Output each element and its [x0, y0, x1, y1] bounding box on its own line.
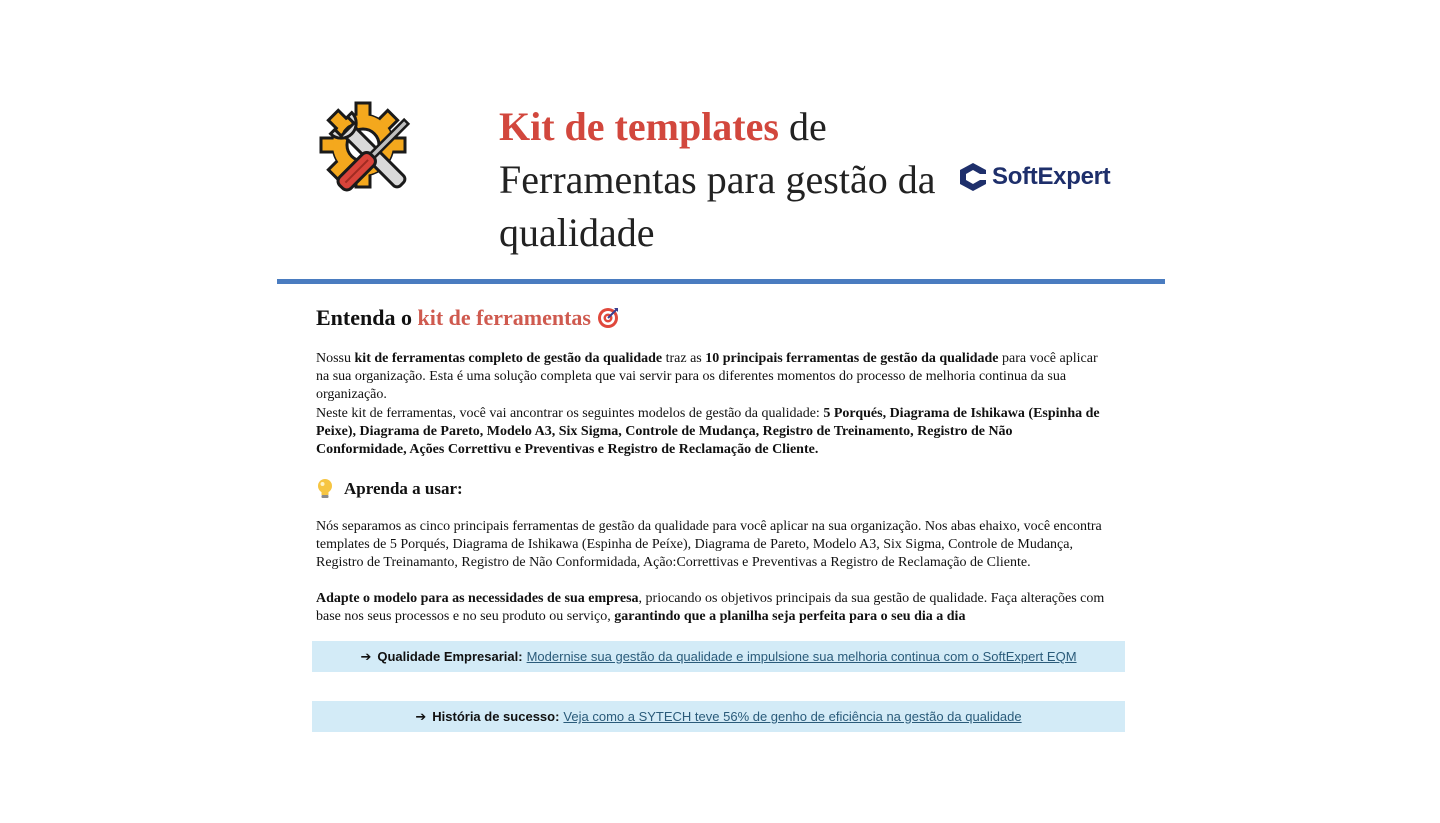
text: Neste kit de ferramentas, você vai ancontrar os seguintes modelos de gestão da qualidade: — [316, 406, 824, 421]
bold-text: Adapte o modelo para as necessidades de sua empresa — [316, 591, 639, 606]
page-title — [499, 100, 939, 259]
title-rest: de Ferramentas para gestão da qualidade — [499, 104, 936, 255]
wrench-screwdriver-gear-icon — [318, 100, 428, 210]
brand-logo — [958, 162, 1110, 192]
arrow-right-icon: ➔ — [360, 648, 372, 664]
adapt-paragraph — [316, 590, 1106, 626]
banner-quality — [312, 641, 1125, 672]
banner-label: História de sucesso: — [432, 709, 560, 724]
target-icon — [597, 307, 619, 329]
softexpert-logo-icon — [958, 162, 988, 192]
bold-text: garantindo que a planilha seja perfeita para o seu dia a dia — [614, 609, 966, 624]
lightbulb-icon — [316, 478, 334, 500]
text: Nossu — [316, 351, 355, 366]
banner-link-sytech[interactable]: Veja como a SYTECH teve 56% de genho de eficiência na gestão da qualidade — [563, 709, 1022, 724]
models-paragraph — [316, 405, 1106, 459]
banner-label: Qualidade Empresarial: — [377, 649, 523, 664]
header — [0, 0, 1440, 285]
banner-success-story — [312, 701, 1125, 732]
text: traz as — [662, 351, 706, 366]
tools-paragraph: Nós separamos as cinco principais ferramentas de gestão da qualidade para você aplicar na sua organização. Nos abas ehaixo, você encontra templates de 5 Porqués, Diagrama de Ishikawa (Espinha de Peíxe), Diagrama de Pareto, Modelo A3, Six Sigma, Controle de Mudança, Registro de Treinamanto, Registro de Não Conformidada, Ação:Correttivas e Preventivas a Registro de Reclamação de Cliente. — [316, 519, 1102, 570]
section-title-accent: kit de ferramentas — [417, 305, 591, 330]
text: , priocando os objetivos principais da sua gestão de qualidade. Faça alterações com base nos seus processos e no seu produto ou serviço, — [316, 591, 1105, 624]
learn-label: Aprenda a usar: — [344, 479, 463, 498]
bold-text: 10 principais ferramentas de gestão da qualidade — [705, 351, 999, 366]
title-accent: Kit de templates — [499, 104, 779, 149]
content — [316, 300, 1116, 624]
intro-paragraph — [316, 350, 1106, 404]
section-title-prefix: Entenda o — [316, 305, 418, 330]
learn-heading — [316, 478, 463, 500]
bold-text: kit de ferramentas completo de gestão da qualidade — [354, 351, 663, 366]
text: para você aplicar na sua organização. Esta é uma solução completa que vai servir para os diferentes momentos do processo de melhoria continua da sua organização. — [316, 351, 1098, 402]
header-divider — [277, 279, 1165, 284]
bold-text: 5 Porqués, Diagrama de Ishikawa (Espinha de Peixe), Diagrama de Pareto, Modelo A3, Six Sigma, Controle de Mudança, Registro de Treinamento, Registro de Não Conformidade, Ações Correttivu e Preventivas e Registro de Reclamação de Cliente. — [316, 406, 1100, 457]
banner-link-eqm[interactable]: Modernise sua gestão da qualidade e impulsione sua melhoria continua com o SoftExpert EQM — [526, 649, 1077, 664]
arrow-right-icon: ➔ — [415, 708, 427, 724]
brand-name: SoftExpert — [992, 163, 1111, 190]
section-title — [316, 300, 1116, 336]
